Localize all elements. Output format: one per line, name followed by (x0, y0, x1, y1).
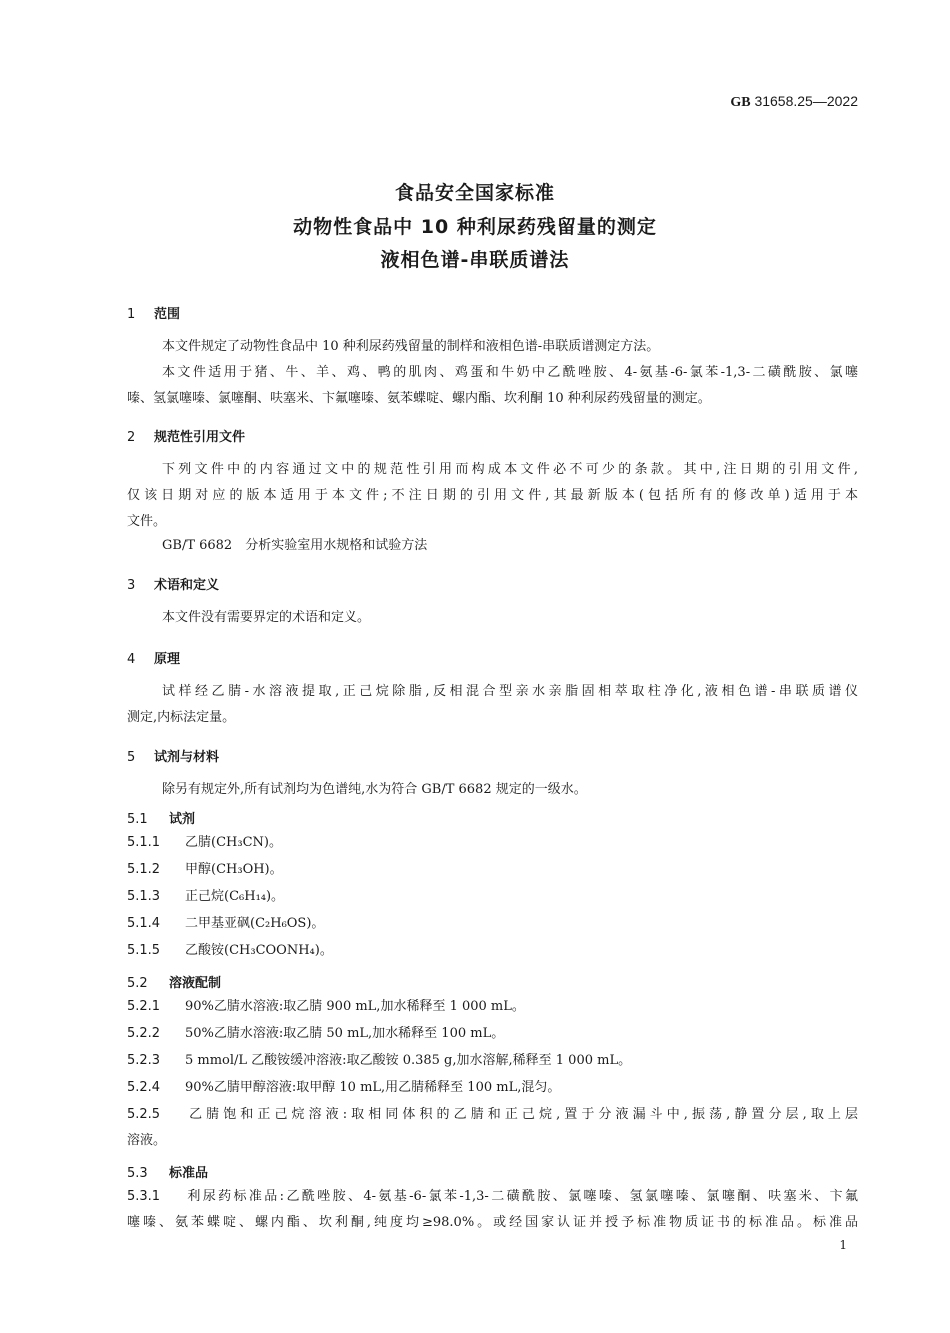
section-1-para-2b: 嗪、氢氯噻嗪、氯噻酮、呋塞米、卞氟噻嗪、氨苯蝶啶、螺内酯、坎利酮 10 种利尿药残留量的测定。 (127, 391, 711, 406)
doc-title-line1: 食品安全国家标准 (394, 182, 555, 204)
list-item: 5.1.2 甲醇(CH₃OH)。 (127, 862, 283, 877)
doc-title-line2: 动物性食品中 10 种利尿药残留量的测定 (293, 216, 657, 238)
list-item: 5.1.4 二甲基亚砜(C₂H₆OS)。 (127, 916, 325, 931)
section-1-para-1: 本文件规定了动物性食品中 10 种利尿药残留量的制样和液相色谱-串联质谱测定方法。 (162, 339, 660, 354)
section-2-para-1c: 文件。 (127, 514, 167, 529)
list-item: 5.3.1 利尿药标准品:乙酰唑胺、4-氨基-6-氯苯-1,3-二磺酰胺、氯噻嗪、氢氯噻嗪、氯噻酮、呋塞米、卞氟 (127, 1189, 858, 1204)
section-3-heading: 3 术语和定义 (127, 578, 220, 593)
list-item: 5.1.1 乙腈(CH₃CN)。 (127, 835, 282, 850)
standard-code: GB 31658.25—2022 (730, 93, 858, 110)
list-item: 5.2.2 50%乙腈水溶液:取乙腈 50 mL,加水稀释至 100 mL。 (127, 1026, 505, 1041)
section-5-2-heading: 5.2 溶液配制 (127, 976, 222, 991)
section-1-heading: 1 范围 (127, 307, 181, 322)
section-2-heading: 2 规范性引用文件 (127, 430, 246, 445)
section-2-para-1a: 下列文件中的内容通过文中的规范性引用而构成本文件必不可少的条款。其中,注日期的引用文件, (162, 462, 858, 477)
doc-title-line3: 液相色谱-串联质谱法 (380, 249, 570, 271)
list-item-continuation: 噻嗪、氨苯蝶啶、螺内酯、坎利酮,纯度均≥98.0%。或经国家认证并授予标准物质证书的标准品。标准品 (127, 1215, 858, 1230)
section-5-para-1: 除另有规定外,所有试剂均为色谱纯,水为符合 GB/T 6682 规定的一级水。 (162, 782, 587, 797)
section-5-3-heading: 5.3 标准品 (127, 1166, 209, 1181)
section-4-para-1a: 试样经乙腈-水溶液提取,正己烷除脂,反相混合型亲水亲脂固相萃取柱净化,液相色谱-串联质谱仪 (162, 684, 858, 699)
list-item: 5.2.5 乙腈饱和正己烷溶液:取相同体积的乙腈和正己烷,置于分液漏斗中,振荡,静置分层,取上层 (127, 1107, 858, 1122)
list-item: 5.2.3 5 mmol/L 乙酸铵缓冲溶液:取乙酸铵 0.385 g,加水溶解,稀释至 1 000 mL。 (127, 1053, 632, 1068)
list-item: 5.1.5 乙酸铵(CH₃COONH₄)。 (127, 943, 333, 958)
list-item: 5.2.4 90%乙腈甲醇溶液:取甲醇 10 mL,用乙腈稀释至 100 mL,混匀。 (127, 1080, 561, 1095)
section-5-1-heading: 5.1 试剂 (127, 812, 196, 827)
section-2-para-1b: 仅该日期对应的版本适用于本文件;不注日期的引用文件,其最新版本(包括所有的修改单)适用于本 (127, 488, 858, 503)
list-item: 5.1.3 正己烷(C₆H₁₄)。 (127, 889, 285, 904)
page-number: 1 (839, 1238, 847, 1252)
section-1-para-2a: 本文件适用于猪、牛、羊、鸡、鸭的肌肉、鸡蛋和牛奶中乙酰唑胺、4-氨基-6-氯苯-1,3-二磺酰胺、氯噻 (162, 365, 858, 380)
section-4-heading: 4 原理 (127, 652, 181, 667)
section-3-para-1: 本文件没有需要界定的术语和定义。 (162, 610, 371, 625)
list-item: 5.2.1 90%乙腈水溶液:取乙腈 900 mL,加水稀释至 1 000 mL。 (127, 999, 525, 1014)
list-item-continuation: 溶液。 (127, 1133, 167, 1148)
section-2-reference: GB/T 6682 分析实验室用水规格和试验方法 (162, 538, 428, 553)
section-5-heading: 5 试剂与材料 (127, 750, 220, 765)
section-4-para-1b: 测定,内标法定量。 (127, 710, 236, 725)
